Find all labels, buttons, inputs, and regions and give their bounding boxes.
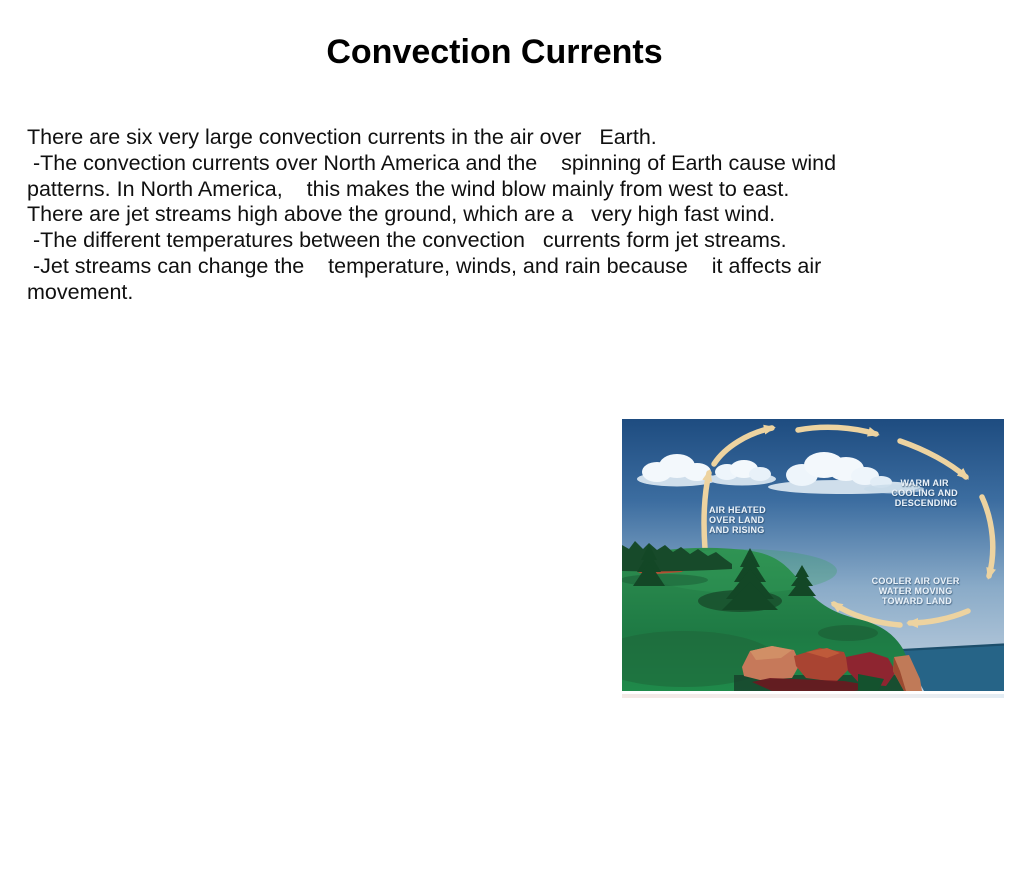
label-cooler-air: COOLER AIR OVER WATER MOVING TOWARD LAND bbox=[871, 576, 960, 606]
body-line: -Jet streams can change the temperature, winds, and rain because it affects air bbox=[27, 253, 822, 278]
slide-body-text bbox=[27, 125, 836, 306]
body-line: There are six very large convection currents in the air over Earth. bbox=[27, 125, 657, 149]
slide-title: Convection Currents bbox=[326, 33, 663, 71]
label-air-heated: AIR HEATED OVER LAND AND RISING bbox=[709, 505, 766, 535]
convection-diagram-svg bbox=[622, 419, 1004, 691]
image-reflection-strip bbox=[622, 694, 1004, 698]
body-line: patterns. In North America, this makes the wind blow mainly from west to east. bbox=[27, 176, 790, 201]
convection-diagram-image bbox=[622, 419, 1004, 691]
label-warm-air: WARM AIR COOLING AND DESCENDING bbox=[891, 478, 958, 508]
body-line: There are jet streams high above the ground, which are a very high fast wind. bbox=[27, 202, 776, 227]
body-line: -The different temperatures between the convection currents form jet streams. bbox=[27, 228, 787, 253]
body-line: -The convection currents over North America and the spinning of Earth cause wind bbox=[27, 150, 837, 175]
body-line: movement. bbox=[27, 279, 134, 304]
